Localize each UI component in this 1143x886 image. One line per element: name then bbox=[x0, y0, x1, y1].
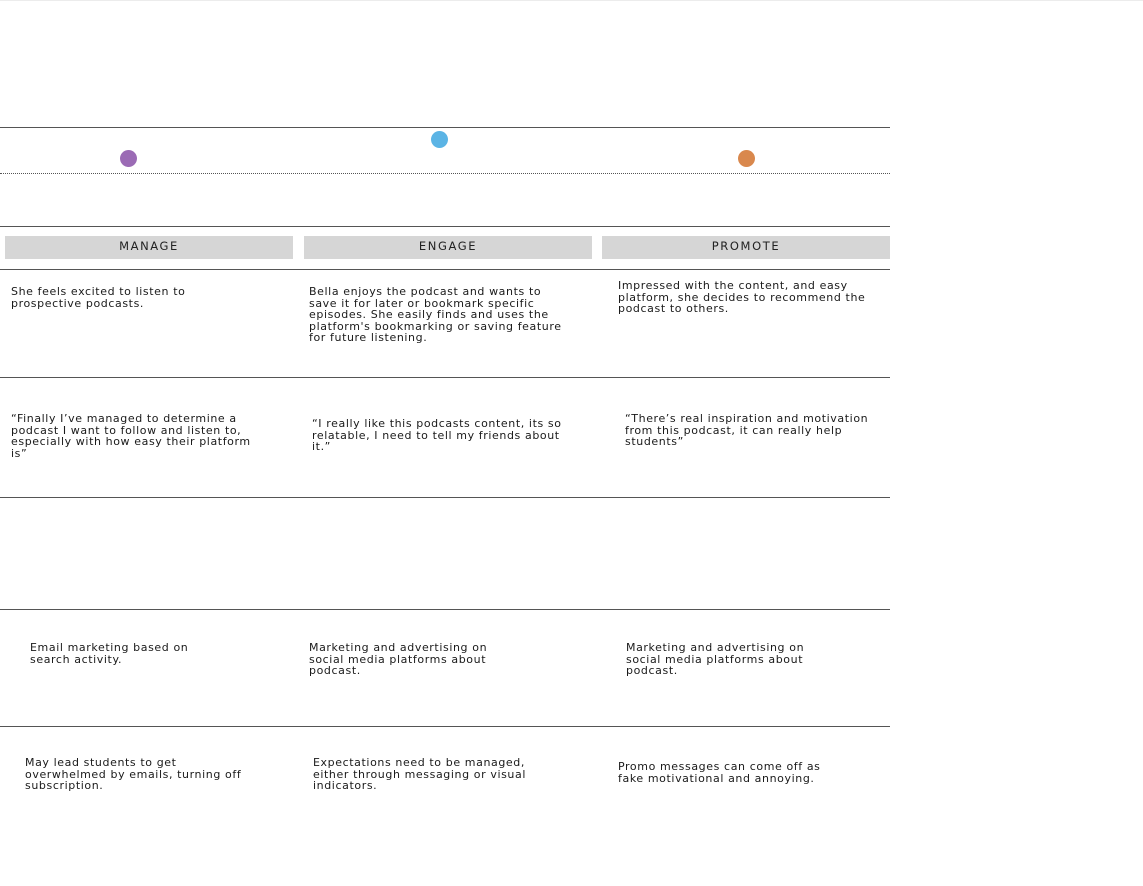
top-border bbox=[0, 0, 1143, 1]
promote-emotion-dot bbox=[738, 150, 755, 167]
quote-engage: “I really like this podcasts content, its so relatable, I need to tell my friends about it.” bbox=[312, 417, 562, 453]
row-divider-4 bbox=[0, 726, 890, 727]
emotion-baseline bbox=[0, 173, 890, 174]
action-promote: Impressed with the content, and easy platform, she decides to recommend the podcast to others. bbox=[618, 279, 866, 315]
emotion-top-line bbox=[0, 127, 890, 128]
stage-header-top-line bbox=[0, 226, 890, 227]
opportunity-engage: Marketing and advertising on social media platforms about podcast. bbox=[309, 641, 488, 677]
quote-manage: “Finally I’ve managed to determine a podcast I want to follow and listen to, especially with how easy their platform is” bbox=[11, 412, 251, 460]
row-divider-3 bbox=[0, 609, 890, 610]
quote-promote: “There’s real inspiration and motivation from this podcast, it can really help students” bbox=[625, 412, 869, 448]
opportunity-manage: Email marketing based on search activity. bbox=[30, 641, 189, 666]
opportunity-promote: Marketing and advertising on social media platforms about podcast. bbox=[626, 641, 805, 677]
risk-engage: Expectations need to be managed, either through messaging or visual indicators. bbox=[313, 756, 527, 792]
risk-promote: Promo messages can come off as fake motivational and annoying. bbox=[618, 760, 821, 785]
engage-emotion-dot bbox=[431, 131, 448, 148]
risk-manage: May lead students to get overwhelmed by emails, turning off subscription. bbox=[25, 756, 242, 792]
stage-promote: PROMOTE bbox=[602, 236, 890, 259]
stage-header-bottom-line bbox=[0, 269, 890, 270]
action-manage: She feels excited to listen to prospective podcasts. bbox=[11, 285, 186, 310]
row-divider-1 bbox=[0, 377, 890, 378]
action-engage: Bella enjoys the podcast and wants to save it for later or bookmark specific episodes. She easily finds and uses the platform's bookmarking or saving feature for future listening. bbox=[309, 285, 562, 344]
stage-manage: MANAGE bbox=[5, 236, 293, 259]
stage-engage: ENGAGE bbox=[304, 236, 592, 259]
manage-emotion-dot bbox=[120, 150, 137, 167]
row-divider-2 bbox=[0, 497, 890, 498]
